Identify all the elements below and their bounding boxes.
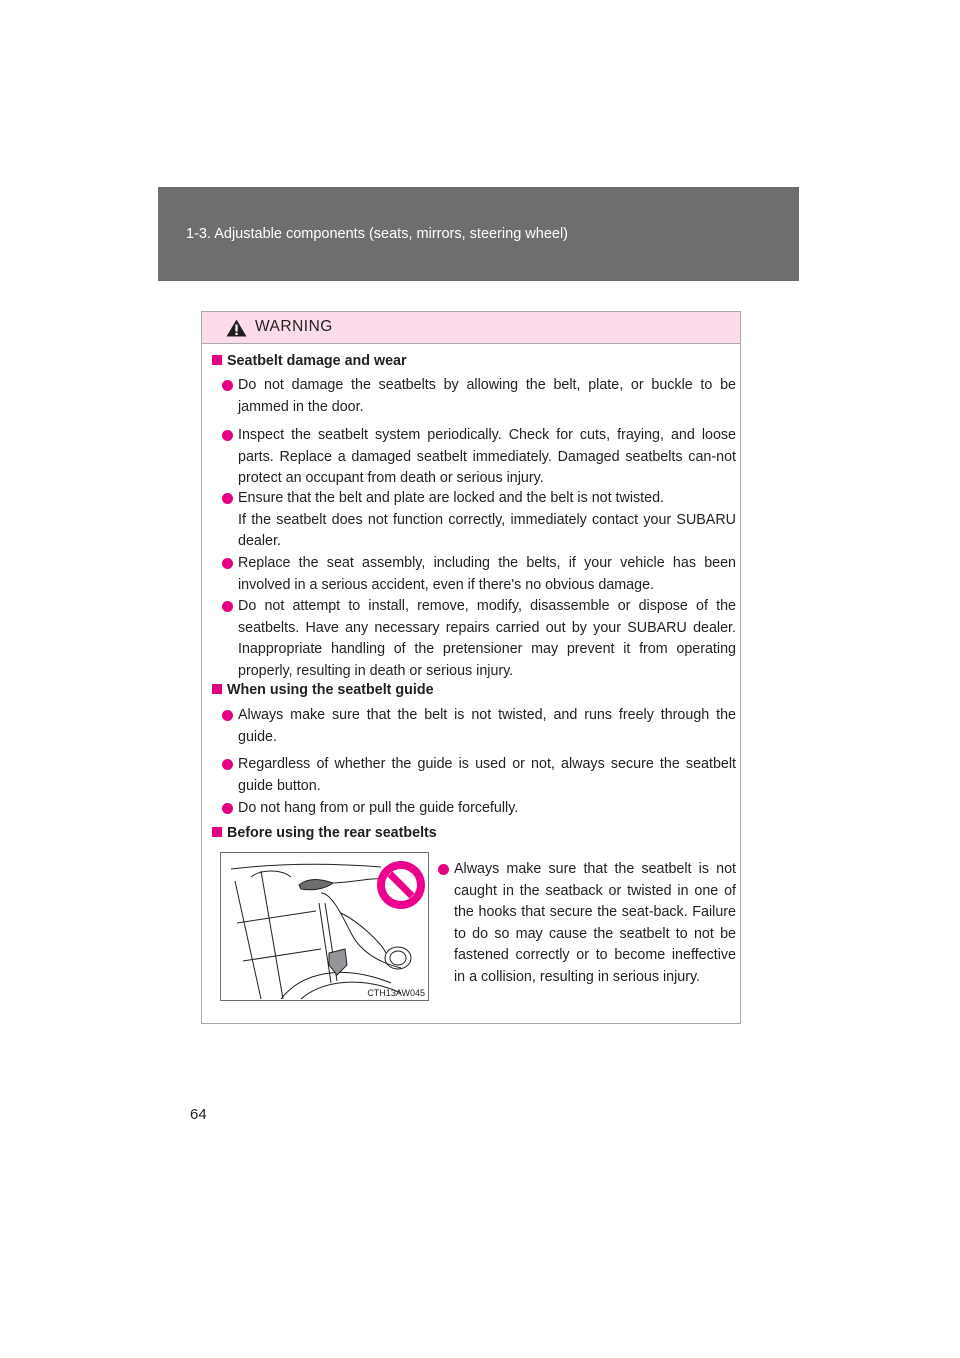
list-item: Do not hang from or pull the guide forcefully. <box>222 798 736 820</box>
circle-bullet-icon <box>222 558 233 569</box>
circle-bullet-icon <box>222 493 233 504</box>
circle-bullet-icon <box>222 601 233 612</box>
circle-bullet-icon <box>222 759 233 770</box>
circle-bullet-icon <box>438 864 449 875</box>
list-item: Do not damage the seatbelts by allowing the belt, plate, or buckle to be jammed in the door. <box>222 375 736 418</box>
page-number: 64 <box>190 1106 207 1123</box>
figure-code: CTH13AW045 <box>367 988 425 998</box>
list-item: Always make sure that the seatbelt is not caught in the seatback or twisted in one of the hooks that secure the seat-back. Failure to do so may cause the seatbelt to not be fastened correctly or to become ineffective in a collision, resulting in serious injury. <box>438 859 736 988</box>
list-item: Replace the seat assembly, including the belts, if your vehicle has been involved in a serious accident, even if there's no obvious damage. <box>222 553 736 596</box>
list-item: Inspect the seatbelt system periodically. Check for cuts, fraying, and loose parts. Replace a damaged seatbelt immediately. Damaged seatbelts can-not protect an occupant from death or serious injury. <box>222 425 736 490</box>
circle-bullet-icon <box>222 803 233 814</box>
rear-seatbelt-drawing-icon <box>221 853 428 1000</box>
circle-bullet-icon <box>222 430 233 441</box>
square-bullet-icon <box>212 827 222 837</box>
warning-box <box>201 311 741 1024</box>
circle-bullet-icon <box>222 380 233 391</box>
section-heading-guide: When using the seatbelt guide <box>212 682 434 698</box>
warning-header <box>202 312 740 344</box>
list-item: Always make sure that the belt is not twisted, and runs freely through the guide. <box>222 705 736 748</box>
seatbelt-illustration <box>220 852 429 1001</box>
continuation-text: If the seatbelt does not function correctly, immediately contact your SUBARU dealer. <box>238 511 736 549</box>
section-heading-rear: Before using the rear seatbelts <box>212 825 437 841</box>
list-item: Do not attempt to install, remove, modify, disassemble or dispose of the seatbelts. Have any necessary repairs carried out by your SUBARU dealer. Inappropriate handling of the pretensioner may prevent it from operating properly, resulting in death or serious injury. <box>222 596 736 682</box>
section-heading-damage: Seatbelt damage and wear <box>212 353 407 369</box>
chapter-section-title: 1-3. Adjustable components (seats, mirrors, steering wheel) <box>186 226 569 242</box>
square-bullet-icon <box>212 355 222 365</box>
warning-triangle-icon <box>226 319 247 337</box>
warning-title: WARNING <box>255 318 333 335</box>
chapter-header-band <box>158 187 799 281</box>
circle-bullet-icon <box>222 710 233 721</box>
list-item: Ensure that the belt and plate are locked and the belt is not twisted. If the seatbelt does not function correctly, immediately contact your SUBARU dealer. <box>222 488 736 553</box>
list-item: Regardless of whether the guide is used or not, always secure the seatbelt guide button. <box>222 754 736 797</box>
square-bullet-icon <box>212 684 222 694</box>
